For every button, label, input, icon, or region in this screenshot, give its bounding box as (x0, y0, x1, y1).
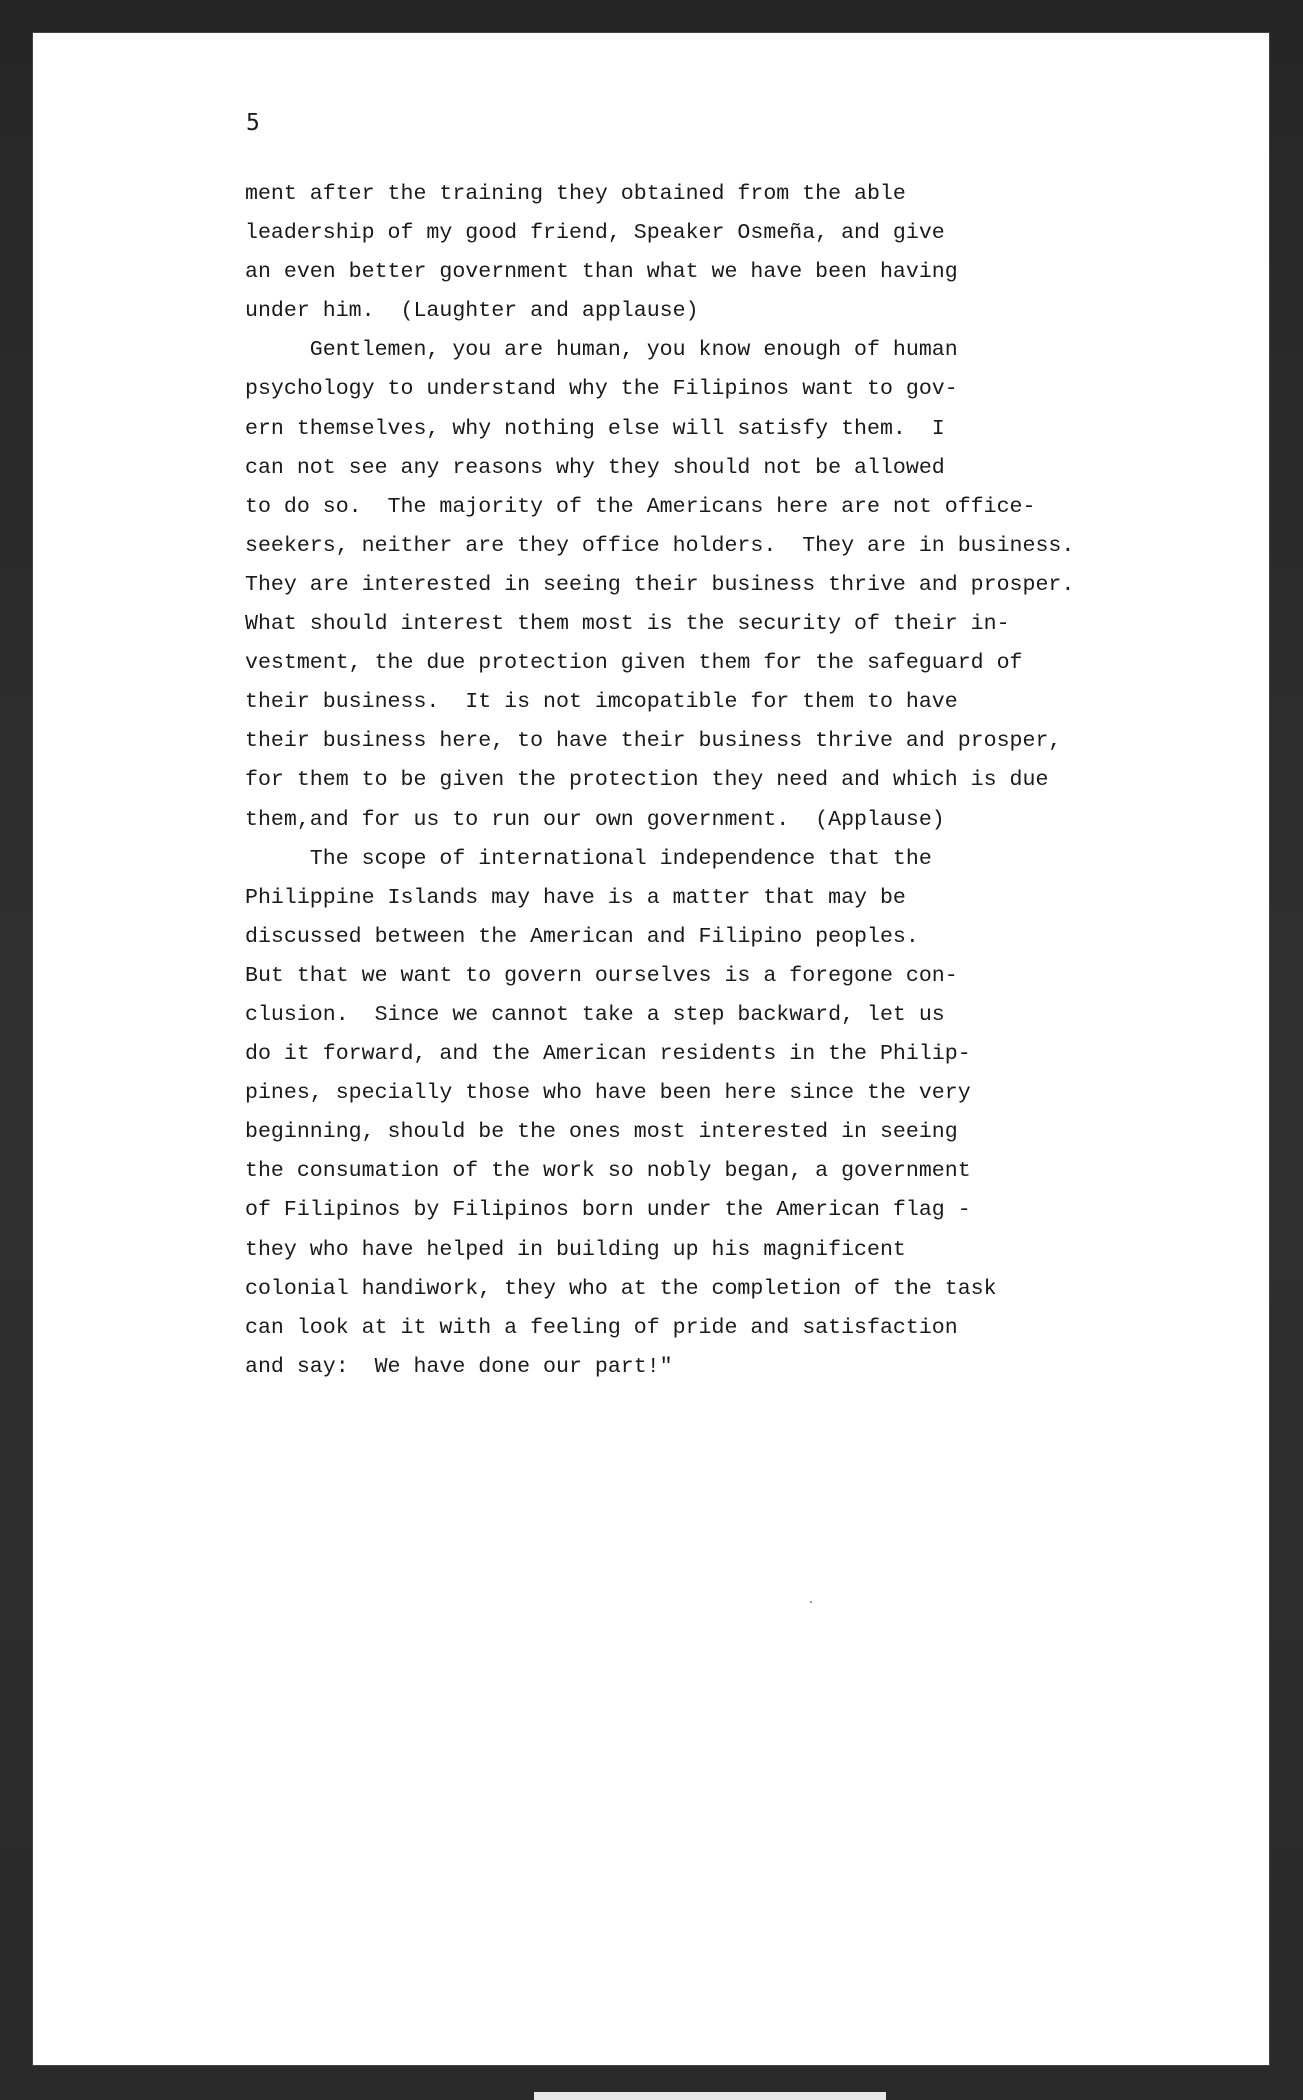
text-line: ern themselves, why nothing else will satisfy them. I (245, 416, 945, 441)
text-line: an even better government than what we have been having (245, 260, 958, 285)
text-line: discussed between the American and Filipino peoples. (245, 924, 919, 949)
text-line: their business. It is not imcopatible for them to have (245, 690, 958, 715)
text-line: for them to be given the protection they need and which is due (245, 768, 1049, 793)
text-line: can not see any reasons why they should not be allowed (245, 455, 945, 480)
page-number: 5 (246, 110, 260, 136)
text-line: What should interest them most is the security of their in- (245, 612, 1010, 637)
text-line: colonial handiwork, they who at the completion of the task (245, 1276, 997, 1301)
text-line: clusion. Since we cannot take a step backward, let us (245, 1002, 945, 1027)
paper-speck (810, 1601, 812, 1603)
text-line: Philippine Islands may have is a matter that may be (245, 885, 906, 910)
text-line: vestment, the due protection given them for the safeguard of (245, 651, 1023, 676)
text-line: them,and for us to run our own government. (Applause) (245, 807, 945, 832)
text-line: beginning, should be the ones most interested in seeing (245, 1120, 958, 1145)
speech-text (245, 175, 1125, 1387)
text-line: the consumation of the work so nobly began, a government (245, 1159, 971, 1184)
text-line: do it forward, and the American residents in the Philip- (245, 1042, 971, 1067)
text-line: pines, specially those who have been here since the very (245, 1081, 971, 1106)
film-edge-tab (534, 2092, 886, 2100)
text-line: and say: We have done our part!" (245, 1354, 673, 1379)
text-line: of Filipinos by Filipinos born under the American flag - (245, 1198, 971, 1223)
text-line: They are interested in seeing their business thrive and prosper. (245, 572, 1075, 597)
text-line: The scope of international independence that the (245, 846, 932, 871)
text-line: leadership of my good friend, Speaker Osmeña, and give (245, 221, 945, 246)
text-line: ment after the training they obtained from the able (245, 182, 906, 206)
text-line: can look at it with a feeling of pride and satisfaction (245, 1315, 958, 1340)
text-line: to do so. The majority of the Americans here are not office- (245, 494, 1036, 519)
text-line: Gentlemen, you are human, you know enough of human (245, 338, 958, 363)
text-line: they who have helped in building up his magnificent (245, 1237, 906, 1262)
text-line: seekers, neither are they office holders. They are in business. (245, 533, 1075, 558)
text-line: psychology to understand why the Filipinos want to gov- (245, 377, 958, 402)
text-line: their business here, to have their business thrive and prosper, (245, 729, 1062, 754)
text-line: under him. (Laughter and applause) (245, 299, 699, 324)
text-line: But that we want to govern ourselves is a foregone con- (245, 963, 958, 988)
